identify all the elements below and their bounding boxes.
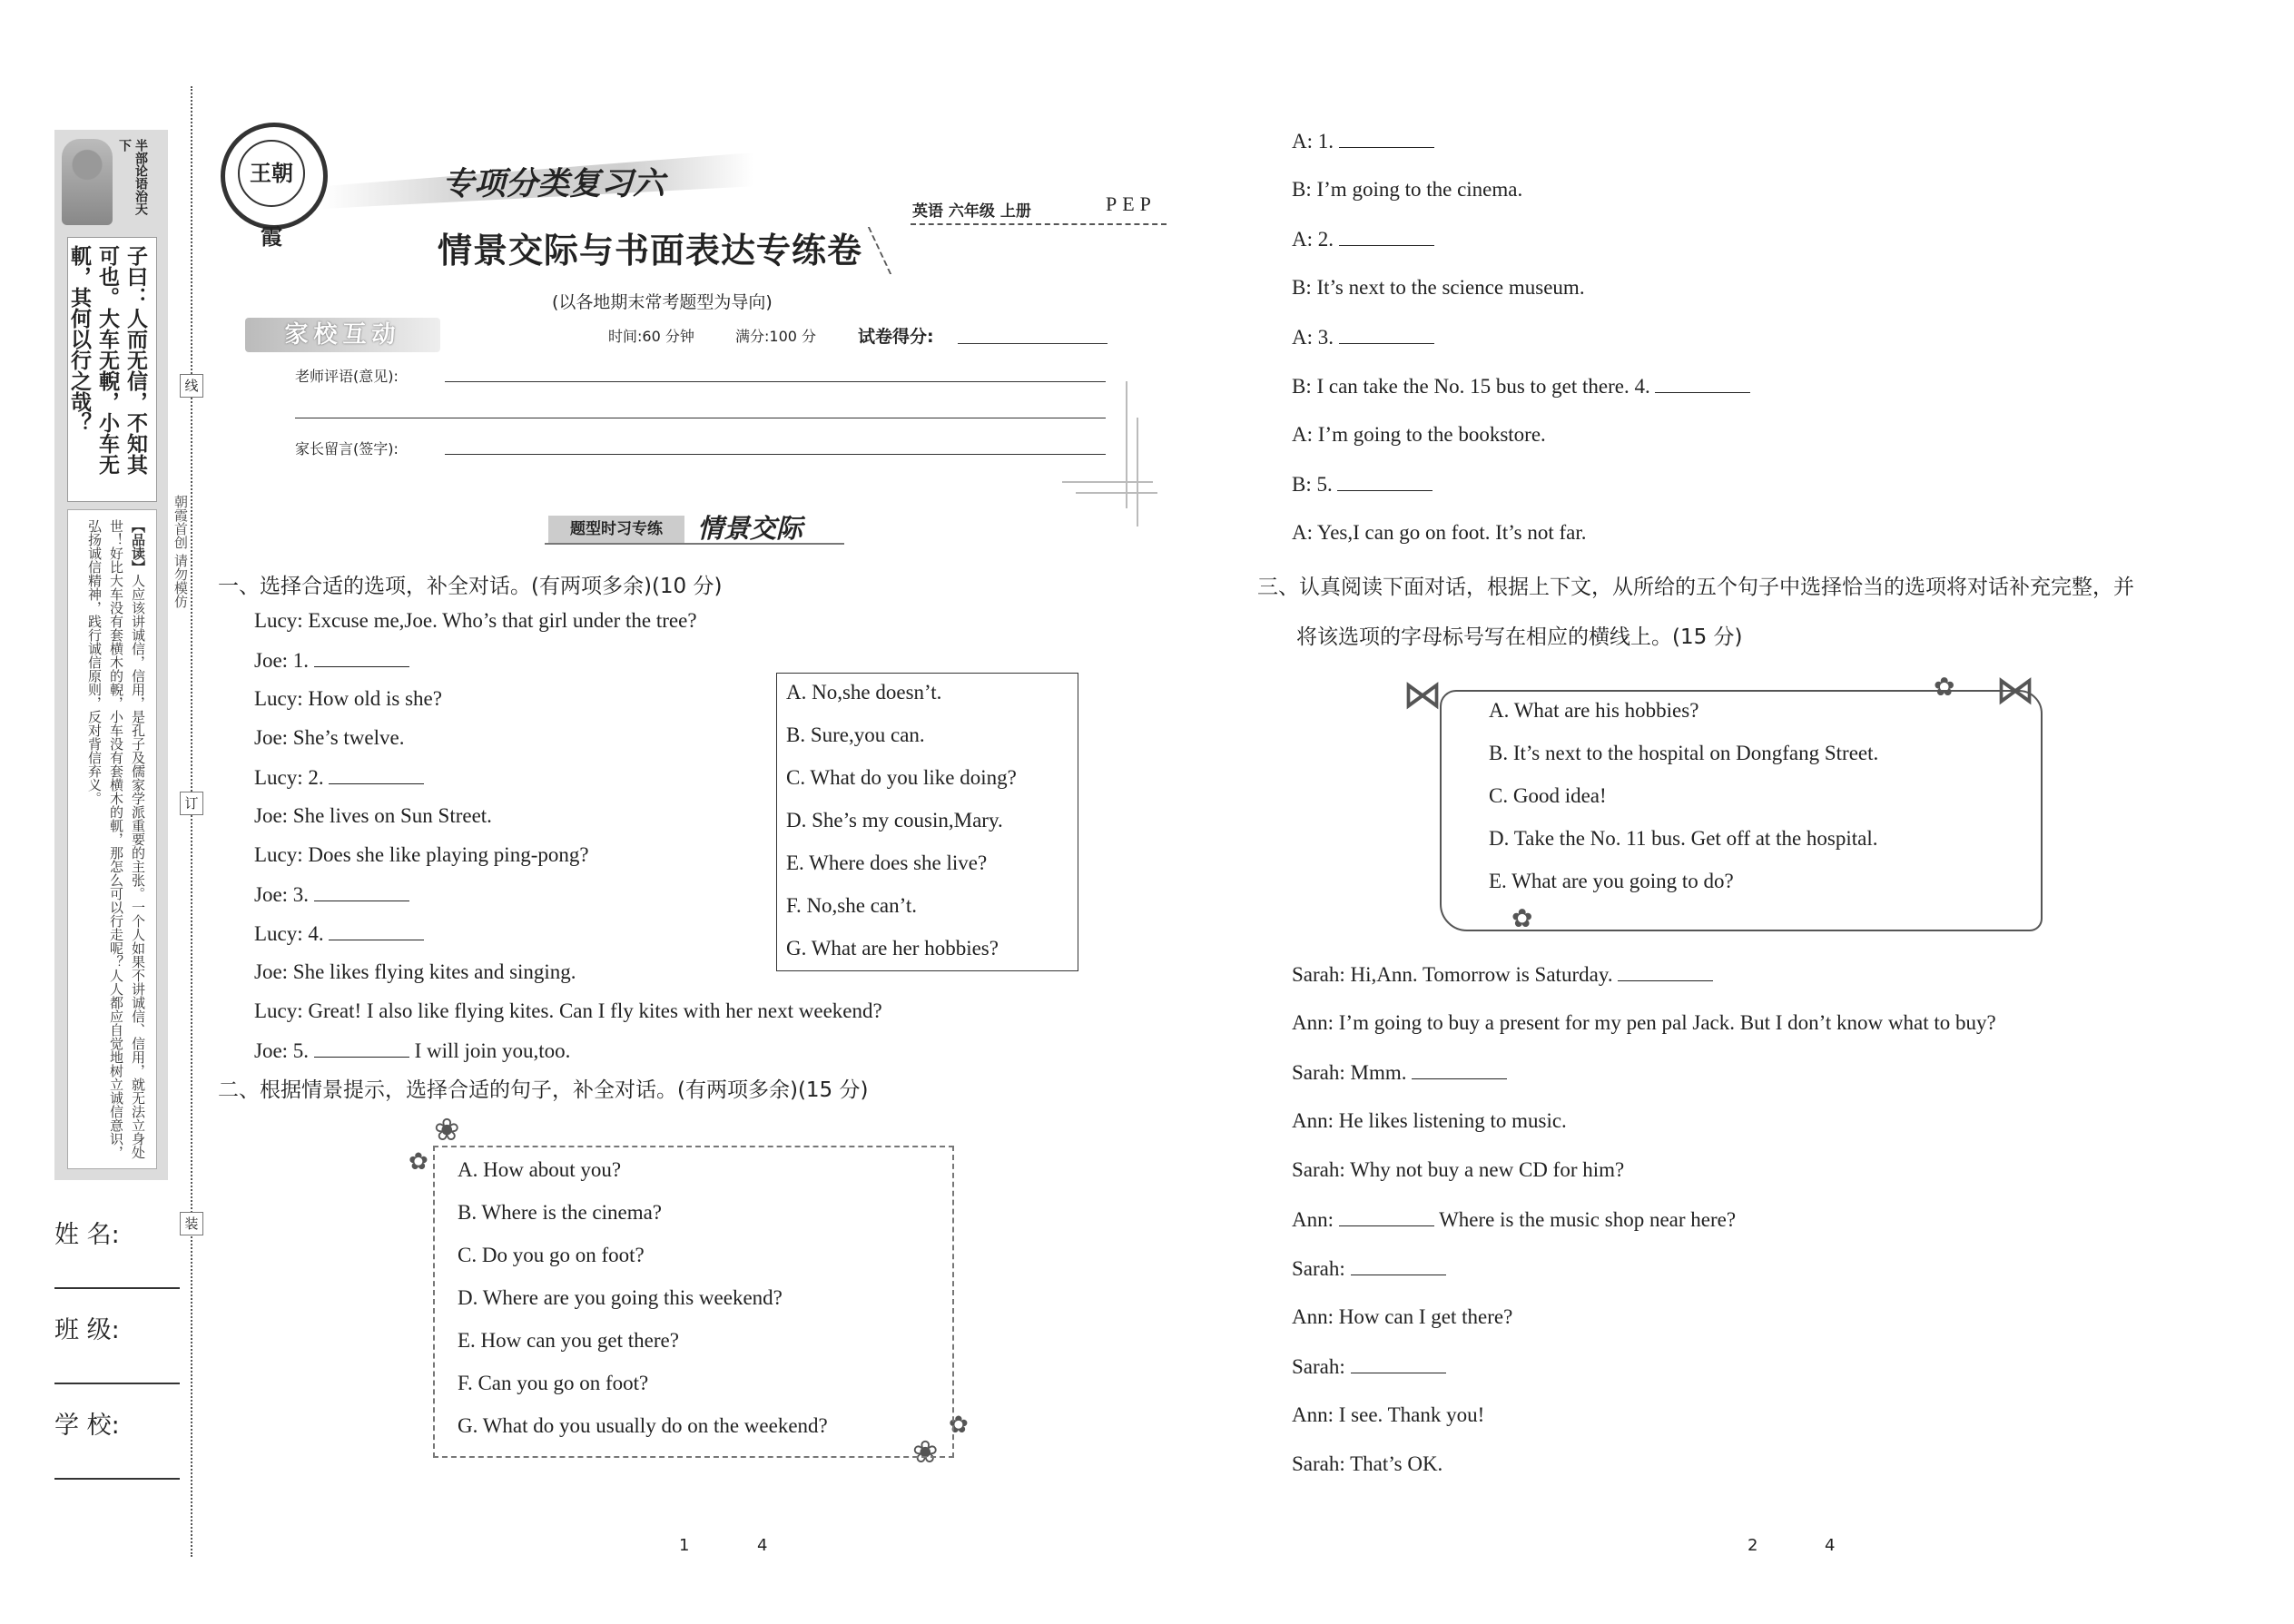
dialog-line — [1292, 1354, 1446, 1379]
dialog-line: Sarah: That’s OK. — [1292, 1452, 1443, 1475]
option-item: B. It’s next to the hospital on Dongfang Street. — [1489, 742, 1879, 764]
dialog-text: A: 2. — [1292, 228, 1334, 251]
dialog-line — [1292, 129, 1434, 153]
logo-text: 王朝霞 — [238, 140, 305, 207]
part3-instruction-2: 将该选项的字母标号写在相应的横线上。(15 分) — [1296, 625, 1743, 649]
dialog-line: Lucy: Does she like playing ping-pong? — [254, 843, 589, 866]
dialog-text: B: I can take the No. 15 bus to get there. 4. — [1292, 375, 1650, 398]
bow-icon: ⋈ — [1403, 672, 1442, 718]
dialog-line — [1292, 325, 1434, 349]
page-number-right: 2 — [1748, 1536, 1758, 1555]
page-total-left: 4 — [757, 1536, 768, 1555]
part1-instruction: 一、选择合适的选项，补全对话。(有两项多余)(10 分) — [218, 575, 723, 598]
flower-icon: ❀ — [912, 1434, 939, 1471]
option-item: G. What do you usually do on the weekend? — [458, 1414, 828, 1437]
dialog-line — [254, 882, 409, 907]
dialog-line — [1292, 962, 1713, 987]
page-number-left: 1 — [679, 1536, 690, 1555]
option-item: A. What are his hobbies? — [1489, 699, 1699, 722]
cut-char-zhuang: 装 — [180, 1212, 203, 1235]
part3-instruction-1: 三、认真阅读下面对话，根据上下文，从所给的五个句子中选择恰当的选项将对话补充完整，并 — [1257, 576, 2134, 599]
dialog-line — [254, 1038, 570, 1063]
reading-label: 【品读】 — [130, 519, 146, 574]
part2-options-box — [433, 1146, 954, 1458]
home-school-label: 家校互动 — [245, 318, 440, 352]
dialog-line: Lucy: How old is she? — [254, 687, 442, 710]
dialog-text: Sarah: — [1292, 1355, 1345, 1378]
dialog-text: Joe: 1. — [254, 649, 310, 672]
answer-blank[interactable] — [1339, 325, 1434, 344]
dialog-line — [254, 765, 424, 790]
answer-blank[interactable] — [329, 765, 424, 784]
page-total-right: 4 — [1825, 1536, 1836, 1555]
score-field[interactable] — [958, 343, 1108, 344]
option-item: D. She’s my cousin,Mary. — [786, 809, 1003, 832]
page-subtitle: 专项分类复习六 — [442, 166, 665, 202]
teacher-comment-line-1[interactable] — [445, 381, 1106, 382]
flower-icon: ✿ — [949, 1412, 969, 1439]
bow-icon: ⋈ — [1995, 667, 2035, 714]
reading-text — [84, 519, 149, 1159]
answer-blank[interactable] — [1655, 374, 1750, 393]
confucius-illustration — [62, 139, 113, 225]
dialog-text: Ann: — [1292, 1208, 1334, 1231]
reading-box — [67, 509, 157, 1169]
option-item: C. Good idea! — [1489, 784, 1607, 807]
name-line[interactable] — [54, 1287, 180, 1289]
flower-icon: ❀ — [434, 1112, 460, 1148]
answer-blank[interactable] — [1339, 227, 1434, 246]
course-meta: 英语 六年级 上册 — [912, 202, 1031, 221]
dialog-line: Joe: She’s twelve. — [254, 726, 405, 749]
page-title: 情景交际与书面表达专练卷 — [438, 230, 863, 271]
part2-instruction: 二、根据情景提示，选择合适的句子，补全对话。(有两项多余)(15 分) — [218, 1078, 869, 1102]
deco-rule-h2 — [1076, 492, 1157, 494]
dialog-line: Ann: How can I get there? — [1292, 1305, 1513, 1328]
deco-rule-v2 — [1137, 418, 1138, 527]
full-score-label: 满分:100 分 — [735, 328, 817, 345]
header-dash — [911, 223, 1167, 225]
answer-blank[interactable] — [1339, 1207, 1434, 1226]
answer-blank[interactable] — [1618, 962, 1713, 981]
option-item: E. How can you get there? — [458, 1329, 679, 1352]
dialog-line: A: Yes,I can go on foot. It’s not far. — [1292, 521, 1587, 544]
option-item: D. Take the No. 11 bus. Get off at the hospital. — [1489, 827, 1878, 850]
option-item: B. Where is the cinema? — [458, 1201, 663, 1224]
answer-blank[interactable] — [1412, 1060, 1507, 1079]
option-item: G. What are her hobbies? — [786, 937, 999, 960]
option-item: C. What do you like doing? — [786, 766, 1017, 789]
answer-blank[interactable] — [329, 921, 424, 940]
dialog-line — [1292, 1256, 1446, 1281]
class-line[interactable] — [54, 1383, 180, 1384]
publisher-logo — [221, 123, 328, 250]
dialog-text: B: 5. — [1292, 473, 1333, 496]
flower-icon: ✿ — [409, 1148, 428, 1176]
dialog-line: Sarah: Why not buy a new CD for him? — [1292, 1158, 1625, 1181]
section-arrow — [545, 543, 844, 545]
score-label: 试卷得分: — [858, 327, 934, 347]
dialog-line — [1292, 472, 1433, 497]
time-label: 时间:60 分钟 — [608, 328, 694, 345]
dialog-line: Ann: He likes listening to music. — [1292, 1109, 1567, 1132]
header-dash-diag — [868, 227, 891, 274]
deco-rule-v1 — [1126, 381, 1127, 508]
dialog-text: I will join you,too. — [414, 1039, 571, 1062]
part1-options-box — [776, 673, 1078, 971]
cut-char-xian: 线 — [180, 374, 203, 398]
cut-line — [191, 86, 192, 1557]
teacher-comment-label: 老师评语(意见): — [295, 368, 399, 385]
option-item: E. What are you going to do? — [1489, 870, 1734, 892]
dialog-text: A: 3. — [1292, 326, 1334, 349]
binding-strip — [54, 130, 168, 1180]
dialog-line: Ann: I see. Thank you! — [1292, 1403, 1485, 1426]
dialog-text: Where is the music shop near here? — [1439, 1208, 1737, 1231]
dialog-text: Joe: 5. — [254, 1039, 310, 1062]
series-badge: 半部论语治天下 — [117, 139, 148, 215]
option-item: A. How about you? — [458, 1158, 622, 1181]
dialog-line: Ann: I’m going to buy a present for my pen pal Jack. But I don’t know what to buy? — [1292, 1011, 1996, 1034]
class-label: 班 级: — [54, 1316, 120, 1344]
edition-label: PEP — [1106, 192, 1157, 215]
answer-blank[interactable] — [1351, 1256, 1446, 1275]
school-label: 学 校: — [54, 1412, 120, 1440]
dialog-text: Lucy: 4. — [254, 922, 324, 945]
reading-body: 人应该讲诚信，信用，是孔子及儒家学派重要的主张。一个人如果不讲诚信、信用，就无法立身处世！好比大车没有套横木的輗，小车没有套横木的軏，那怎么可以行走呢？人人都应自觉地树立诚信意识，弘扬诚信精神，践行诚信原则，反对背信弃义。 — [86, 519, 146, 1159]
school-line[interactable] — [54, 1478, 180, 1480]
answer-blank[interactable] — [1351, 1354, 1446, 1373]
parent-note-label: 家长留言(签字): — [295, 440, 399, 458]
dialog-line: Lucy: Excuse me,Joe. Who’s that girl under the tree? — [254, 609, 697, 632]
answer-blank[interactable] — [314, 1038, 409, 1058]
cut-char-ding: 订 — [180, 792, 203, 815]
option-item: F. Can you go on foot? — [458, 1372, 649, 1394]
name-label: 姓 名: — [54, 1221, 120, 1249]
dialog-text: A: 1. — [1292, 130, 1334, 153]
confucius-quote: 子曰：人而无信，不知其可也。大车无輗，小车无軏，其何以行之哉？ — [67, 245, 147, 475]
dialog-line: Lucy: Great! I also like flying kites. Can I fly kites with her next weekend? — [254, 999, 882, 1022]
dialog-line: A: I’m going to the bookstore. — [1292, 423, 1546, 446]
flower-icon: ✿ — [1511, 903, 1533, 933]
answer-blank[interactable] — [1339, 129, 1434, 148]
dialog-line: B: It’s next to the science museum. — [1292, 276, 1585, 299]
dialog-text: Lucy: 2. — [254, 766, 324, 789]
dialog-line — [1292, 227, 1434, 251]
dialog-line: B: I’m going to the cinema. — [1292, 178, 1523, 201]
option-item: D. Where are you going this weekend? — [458, 1286, 783, 1309]
quote-box — [67, 237, 157, 502]
dialog-line: Joe: She lives on Sun Street. — [254, 804, 492, 827]
dialog-line — [254, 921, 424, 946]
parent-note-line[interactable] — [445, 454, 1106, 455]
dialog-text: Joe: 3. — [254, 883, 310, 906]
option-item: C. Do you go on foot? — [458, 1244, 645, 1266]
answer-blank[interactable] — [314, 882, 409, 901]
option-item: E. Where does she live? — [786, 851, 988, 874]
option-item: F. No,she can’t. — [786, 894, 918, 917]
answer-blank[interactable] — [314, 648, 409, 667]
flower-icon: ✿ — [1934, 672, 1955, 702]
section-name: 情景交际 — [697, 513, 803, 544]
part3-options-box — [1440, 690, 2043, 931]
option-item: A. No,she doesn’t. — [786, 681, 942, 704]
dialog-line — [1292, 1207, 1736, 1232]
dialog-text: Sarah: — [1292, 1257, 1345, 1280]
dialog-line — [1292, 374, 1750, 399]
deco-rule-h1 — [1062, 481, 1153, 483]
dialog-line: Joe: She likes flying kites and singing. — [254, 960, 576, 983]
dialog-text: Sarah: Hi,Ann. Tomorrow is Saturday. — [1292, 963, 1613, 986]
copyright-note: 朝霞首创 请勿模仿 — [172, 495, 189, 608]
dialog-line — [1292, 1060, 1507, 1085]
option-item: B. Sure,you can. — [786, 723, 925, 746]
dialog-line — [254, 648, 409, 673]
section-tag: 题型时习专练 — [548, 516, 684, 543]
dialog-text: Sarah: Mmm. — [1292, 1061, 1407, 1084]
page-guide: (以各地期末常考题型为导向) — [552, 292, 773, 312]
answer-blank[interactable] — [1337, 472, 1433, 491]
